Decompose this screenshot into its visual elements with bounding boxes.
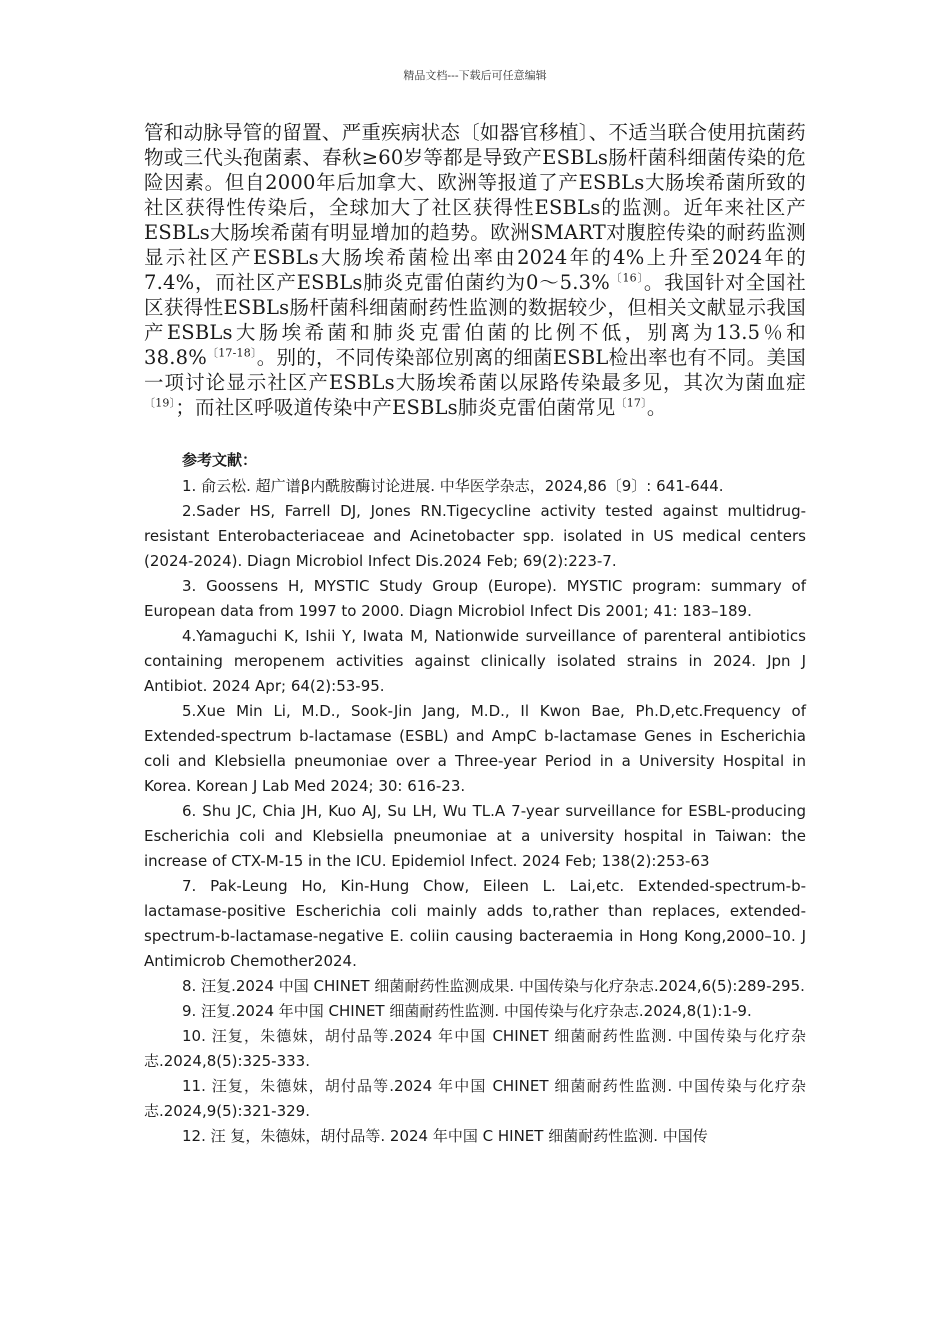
citation-16: 〔16〕 xyxy=(609,271,644,285)
reference-list xyxy=(144,474,806,1149)
reference-item: 4.Yamaguchi K, Ishii Y, Iwata M, Nationwide surveillance of parenteral antibiotics containing meropenem activities against clinically isolated strains in 2024. Jpn J Antibiot. 2024 Apr; 64(2):53-95. xyxy=(144,627,806,695)
reference-item: 11. 汪复，朱德妹，胡付品等.2024 年中国 CHINET 细菌耐药性监测. 中国传染与化疗杂志.2024,9(5):321-329. xyxy=(144,1077,806,1120)
references-heading: 参考文献： xyxy=(182,451,258,469)
body-text-end: 。 xyxy=(646,396,667,419)
reference-item: 2.Sader HS, Farrell DJ, Jones RN.Tigecycline activity tested against multidrug-resistant Enterobacteriaceae and Acinetobacter spp. isolated in US medical centers (2024-2024). Diagn Microbiol Infect Dis.2024 Feb; 69(2):223-7. xyxy=(144,502,806,570)
reference-item: 9. 汪复.2024 年中国 CHINET 细菌耐药性监测. 中国传染与化疗杂志.2024,8(1):1-9. xyxy=(182,1002,752,1020)
reference-item: 3. Goossens H, MYSTIC Study Group (Europe). MYSTIC program: summary of European data from 1997 to 2000. Diagn Microbiol Infect Dis 2001; 41: 183–189. xyxy=(144,577,806,620)
body-text-4: ；而社区呼吸道传染中产ESBLs肺炎克雷伯菌常见 xyxy=(175,396,616,419)
body-text-3: 。别的，不同传染部位别离的细菌ESBL检出率也有不同。美国一项讨论显示社区产ESBLs大肠埃希菌以尿路传染最多见，其次为菌血症 xyxy=(144,346,806,394)
citation-19: 〔19〕 xyxy=(144,396,176,410)
page-header: 精品文档---下载后可任意编辑 xyxy=(403,69,547,82)
body-text-1: 管和动脉导管的留置、严重疾病状态〔如器官移植〕、不适当联合使用抗菌药物或三代头孢菌素、春秋≥60岁等都是导致产ESBLs肠杆菌科细菌传染的危险因素。但自2000年后加拿大、欧洲等报道了产ESBLs大肠埃希菌所致的社区获得性传染后，全球加大了社区获得性ESBLs的监测。近年来社区产ESBLs大肠埃希菌有明显增加的趋势。欧洲SMART对腹腔传染的耐药监测显示社区产ESBLs大肠埃希菌检出率由2024年的4%上升至2024年的7.4%，而社区产ESBLs肺炎克雷伯菌约为0～5.3% xyxy=(144,121,806,294)
reference-item: 6. Shu JC, Chia JH, Kuo AJ, Su LH, Wu TL.A 7-year surveillance for ESBL-producing Escherichia coli and Klebsiella pneumoniae at a university hospital in Taiwan: the increase of CTX-M-15 in the ICU. Epidemiol Infect. 2024 Feb; 138(2):253-63 xyxy=(144,802,806,870)
reference-item: 8. 汪复.2024 中国 CHINET 细菌耐药性监测成果. 中国传染与化疗杂志.2024,6(5):289-295. xyxy=(182,977,805,995)
reference-item: 7. Pak-Leung Ho, Kin-Hung Chow, Eileen L. Lai,etc. Extended-spectrum-b-lactamase-positive Escherichia coli mainly adds to,rather than replaces, extended-spectrum-b-lactamase-negative E. coliin causing bacteraemia in Hong Kong,2000–10. J Antimicrob Chemother2024. xyxy=(144,877,806,970)
body-paragraph xyxy=(144,120,806,420)
citation-17: 〔17〕 xyxy=(615,396,647,410)
reference-item: 12. 汪 复，朱德妹，胡付品等. 2024 年中国 C HINET 细菌耐药性监测. 中国传 xyxy=(182,1127,708,1145)
citation-17-18: 〔17-18〕 xyxy=(206,346,257,360)
reference-item: 10. 汪复，朱德妹，胡付品等.2024 年中国 CHINET 细菌耐药性监测. 中国传染与化疗杂志.2024,8(5):325-333. xyxy=(144,1027,806,1070)
reference-item: 1. 俞云松. 超广谱β内酰胺酶讨论进展. 中华医学杂志，2024,86〔9〕: 641-644. xyxy=(182,477,724,495)
reference-item: 5.Xue Min Li, M.D., Sook-Jin Jang, M.D., Il Kwon Bae, Ph.D,etc.Frequency of Extended-spectrum b-lactamase (ESBL) and AmpC b-lactamase Genes in Escherichia coli and Klebsiella pneumoniae over a Three-year Period in a University Hospital in Korea. Korean J Lab Med 2024; 30: 616-23. xyxy=(144,702,806,795)
body-text-2: 。我国针对全国社区获得性ESBLs肠杆菌科细菌耐药性监测的数据较少，但相关文献显示我国产ESBLs大肠埃希菌和肺炎克雷伯菌的比例不低，别离为13.5％和38.8% xyxy=(144,271,806,369)
